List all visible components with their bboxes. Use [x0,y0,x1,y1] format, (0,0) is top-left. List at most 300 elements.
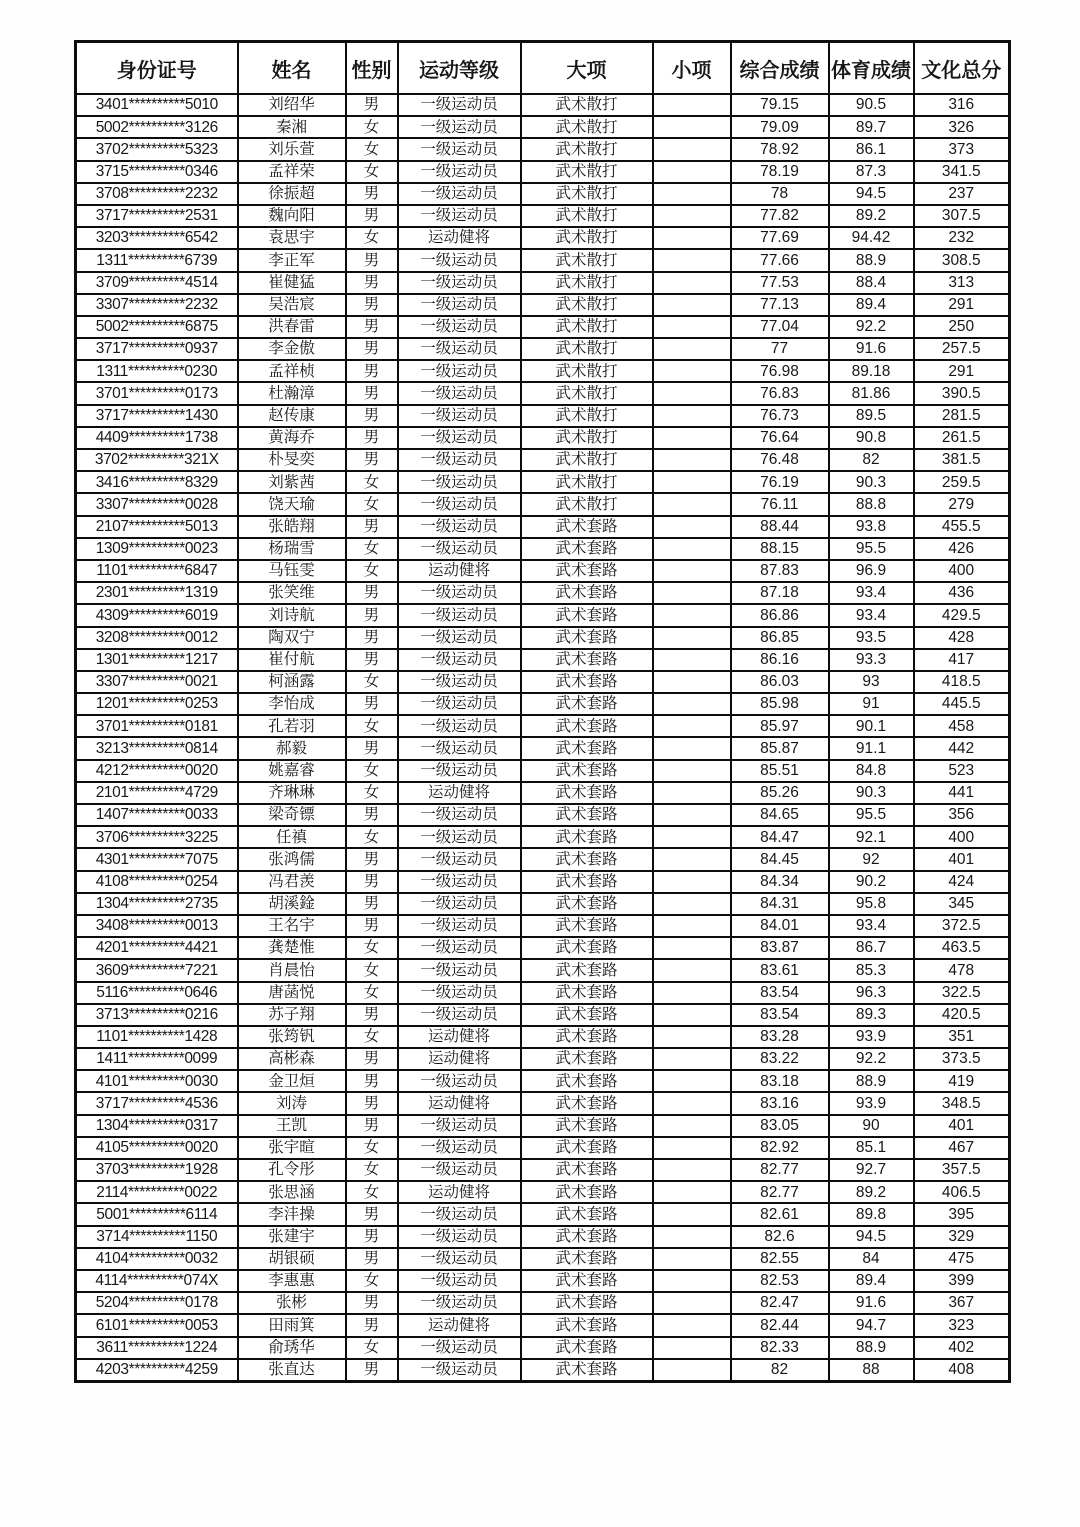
table-cell: 女 [346,1337,398,1359]
table-cell: 唐菡悦 [238,982,346,1004]
table-cell: 326 [914,116,1010,138]
table-cell: 89.8 [829,1203,914,1225]
table-cell [653,516,731,538]
table-cell: 257.5 [914,338,1010,360]
table-cell: 3706**********3225 [76,826,238,848]
table-cell: 一级运动员 [398,604,521,626]
table-row [76,1159,1010,1181]
table-cell: 90.5 [829,94,914,116]
table-cell: 77.69 [731,227,829,249]
table-cell: 83.16 [731,1092,829,1114]
table-cell: 张鸿儒 [238,848,346,870]
table-cell [653,627,731,649]
table-cell: 3611**********1224 [76,1337,238,1359]
table-cell: 90.3 [829,782,914,804]
table-row [76,1026,1010,1048]
table-cell: 一级运动员 [398,183,521,205]
table-cell: 5001**********6114 [76,1203,238,1225]
table-cell [653,1203,731,1225]
table-cell: 女 [346,1137,398,1159]
table-cell: 武术套路 [521,1026,653,1048]
table-cell [653,893,731,915]
table-cell: 一级运动员 [398,871,521,893]
table-row [76,316,1010,338]
table-cell: 3702**********5323 [76,138,238,160]
table-cell: 金卫烜 [238,1070,346,1092]
table-cell: 5204**********0178 [76,1292,238,1314]
table-cell: 87.3 [829,161,914,183]
table-cell: 4203**********4259 [76,1359,238,1382]
table-cell: 90.1 [829,715,914,737]
table-cell: 武术散打 [521,205,653,227]
table-cell: 女 [346,493,398,515]
table-cell: 运动健将 [398,227,521,249]
table-cell: 一级运动员 [398,1270,521,1292]
table-cell: 83.54 [731,982,829,1004]
table-cell: 男 [346,94,398,116]
table-cell: 76.64 [731,427,829,449]
table-cell: 3702**********321X [76,449,238,471]
table-row [76,1048,1010,1070]
table-cell: 93.4 [829,915,914,937]
table-cell: 1201**********0253 [76,693,238,715]
table-cell [653,161,731,183]
table-cell: 赵传康 [238,405,346,427]
table-cell: 88.9 [829,1337,914,1359]
table-cell: 张宇暄 [238,1137,346,1159]
table-cell: 84.8 [829,760,914,782]
table-cell: 85.51 [731,760,829,782]
table-cell [653,1115,731,1137]
table-cell: 武术套路 [521,1181,653,1203]
table-cell: 82.61 [731,1203,829,1225]
table-cell: 一级运动员 [398,1137,521,1159]
table-cell: 400 [914,560,1010,582]
table-cell: 4201**********4421 [76,937,238,959]
table-cell: 刘涛 [238,1092,346,1114]
table-cell: 男 [346,1004,398,1026]
table-cell: 武术套路 [521,1092,653,1114]
table-cell: 武术散打 [521,138,653,160]
table-cell: 武术套路 [521,760,653,782]
table-cell [653,338,731,360]
table-cell: 4301**********7075 [76,848,238,870]
table-cell: 女 [346,671,398,693]
table-cell: 91.1 [829,737,914,759]
table-cell: 88.9 [829,249,914,271]
table-cell: 3307**********0028 [76,493,238,515]
table-cell: 武术套路 [521,826,653,848]
table-row [76,138,1010,160]
table-cell: 85.98 [731,693,829,715]
table-cell: 88.44 [731,516,829,538]
table-cell: 3609**********7221 [76,959,238,981]
table-cell: 黄海乔 [238,427,346,449]
table-cell: 一级运动员 [398,94,521,116]
table-cell: 1304**********2735 [76,893,238,915]
table-cell: 武术套路 [521,804,653,826]
table-cell: 76.19 [731,471,829,493]
table-cell: 女 [346,982,398,1004]
table-row [76,893,1010,915]
table-cell: 291 [914,360,1010,382]
table-cell: 3717**********2531 [76,205,238,227]
table-cell [653,1159,731,1181]
table-cell: 武术套路 [521,671,653,693]
table-cell: 84.31 [731,893,829,915]
table-row [76,937,1010,959]
table-row [76,338,1010,360]
table-cell: 武术散打 [521,449,653,471]
table-cell: 田雨箕 [238,1314,346,1336]
table-cell: 381.5 [914,449,1010,471]
table-cell: 82.53 [731,1270,829,1292]
table-cell: 323 [914,1314,1010,1336]
table-cell: 88.15 [731,538,829,560]
table-row [76,1314,1010,1336]
table-cell: 4104**********0032 [76,1248,238,1270]
table-cell: 84.01 [731,915,829,937]
table-cell: 3717**********1430 [76,405,238,427]
table-cell: 92.2 [829,1048,914,1070]
table-row [76,693,1010,715]
table-row [76,227,1010,249]
table-cell: 2107**********5013 [76,516,238,538]
table-cell: 93.5 [829,627,914,649]
table-cell [653,405,731,427]
table-cell: 89.18 [829,360,914,382]
table-cell: 401 [914,848,1010,870]
table-cell [653,183,731,205]
table-cell: 马钰雯 [238,560,346,582]
table-cell: 82.55 [731,1248,829,1270]
table-cell: 523 [914,760,1010,782]
table-cell: 魏向阳 [238,205,346,227]
table-cell: 胡银硕 [238,1248,346,1270]
table-cell: 女 [346,560,398,582]
table-cell: 武术套路 [521,1115,653,1137]
table-cell: 一级运动员 [398,627,521,649]
table-cell: 武术套路 [521,1270,653,1292]
table-cell [653,94,731,116]
table-cell: 武术套路 [521,1048,653,1070]
table-cell: 一级运动员 [398,982,521,1004]
table-cell: 运动健将 [398,1048,521,1070]
table-cell [653,227,731,249]
table-cell: 5002**********3126 [76,116,238,138]
table-cell: 345 [914,893,1010,915]
table-row [76,804,1010,826]
table-cell: 308.5 [914,249,1010,271]
table-cell: 女 [346,782,398,804]
table-cell: 武术套路 [521,871,653,893]
table-cell: 467 [914,1137,1010,1159]
table-row [76,737,1010,759]
table-cell: 3709**********4514 [76,272,238,294]
table-cell: 82.92 [731,1137,829,1159]
table-cell: 王凯 [238,1115,346,1137]
table-cell: 1311**********6739 [76,249,238,271]
table-cell: 一级运动员 [398,937,521,959]
table-cell: 一级运动员 [398,405,521,427]
table-cell: 武术套路 [521,516,653,538]
table-cell: 91.6 [829,1292,914,1314]
table-cell: 一级运动员 [398,272,521,294]
table-cell: 83.05 [731,1115,829,1137]
table-cell: 姚嘉睿 [238,760,346,782]
table-cell: 男 [346,316,398,338]
table-cell: 女 [346,1270,398,1292]
table-cell: 武术套路 [521,560,653,582]
table-cell: 武术套路 [521,959,653,981]
table-cell: 任禛 [238,826,346,848]
table-cell [653,1226,731,1248]
table-cell: 一级运动员 [398,1070,521,1092]
table-cell [653,1248,731,1270]
table-cell: 93 [829,671,914,693]
table-cell: 一级运动员 [398,138,521,160]
table-cell: 一级运动员 [398,338,521,360]
table-cell: 261.5 [914,427,1010,449]
table-cell: 张笑维 [238,582,346,604]
table-cell: 79.09 [731,116,829,138]
table-cell: 一级运动员 [398,693,521,715]
table-cell [653,382,731,404]
table-cell: 崔付航 [238,649,346,671]
table-cell: 82 [829,449,914,471]
table-cell: 88.8 [829,493,914,515]
table-cell: 男 [346,627,398,649]
table-cell: 女 [346,138,398,160]
column-header: 综合成绩 [731,42,829,95]
table-cell: 408 [914,1359,1010,1382]
table-cell: 武术套路 [521,693,653,715]
table-cell: 一级运动员 [398,316,521,338]
table-cell: 3203**********6542 [76,227,238,249]
table-cell: 3717**********0937 [76,338,238,360]
table-cell [653,538,731,560]
table-row [76,848,1010,870]
table-cell: 83.61 [731,959,829,981]
table-cell: 85.87 [731,737,829,759]
table-cell: 一级运动员 [398,116,521,138]
table-cell: 武术套路 [521,737,653,759]
table-cell: 82.6 [731,1226,829,1248]
table-cell: 429.5 [914,604,1010,626]
table-row [76,760,1010,782]
table-row [76,582,1010,604]
table-row [76,826,1010,848]
table-cell: 武术套路 [521,893,653,915]
table-cell: 一级运动员 [398,671,521,693]
table-cell: 4309**********6019 [76,604,238,626]
table-cell: 男 [346,405,398,427]
table-cell: 401 [914,1115,1010,1137]
table-cell: 武术散打 [521,471,653,493]
table-cell: 4212**********0020 [76,760,238,782]
table-cell: 武术散打 [521,493,653,515]
table-cell: 刘绍华 [238,94,346,116]
table-cell: 458 [914,715,1010,737]
table-cell: 356 [914,804,1010,826]
table-cell: 崔健猛 [238,272,346,294]
table-cell: 一级运动员 [398,893,521,915]
table-cell: 82 [731,1359,829,1382]
table-cell: 武术散打 [521,94,653,116]
table-cell: 饶天瑜 [238,493,346,515]
table-cell: 武术套路 [521,715,653,737]
table-cell: 400 [914,826,1010,848]
column-header: 姓名 [238,42,346,95]
table-cell [653,1359,731,1382]
table-row [76,382,1010,404]
table-cell [653,760,731,782]
table-cell: 运动健将 [398,560,521,582]
table-cell: 372.5 [914,915,1010,937]
table-cell: 武术散打 [521,316,653,338]
table-cell: 82.77 [731,1181,829,1203]
table-cell: 390.5 [914,382,1010,404]
table-cell: 男 [346,382,398,404]
table-cell [653,205,731,227]
table-cell: 一级运动员 [398,538,521,560]
column-header: 小项 [653,42,731,95]
table-cell: 袁思宇 [238,227,346,249]
table-cell: 77.82 [731,205,829,227]
table-cell: 男 [346,848,398,870]
table-cell: 94.5 [829,183,914,205]
table-cell: 1407**********0033 [76,804,238,826]
table-cell: 男 [346,272,398,294]
table-cell: 张建宇 [238,1226,346,1248]
table-cell: 孟祥桢 [238,360,346,382]
table-cell: 武术套路 [521,782,653,804]
table-cell [653,1292,731,1314]
table-cell: 3717**********4536 [76,1092,238,1114]
table-row [76,671,1010,693]
table-cell: 一级运动员 [398,804,521,826]
table-cell: 93.8 [829,516,914,538]
table-cell: 女 [346,1159,398,1181]
table-cell: 李沣操 [238,1203,346,1225]
table-cell: 洪春雷 [238,316,346,338]
table-cell: 420.5 [914,1004,1010,1026]
table-cell: 463.5 [914,937,1010,959]
table-cell [653,782,731,804]
table-cell: 455.5 [914,516,1010,538]
table-cell: 90.8 [829,427,914,449]
table-cell: 孔若羽 [238,715,346,737]
table-cell: 93.4 [829,582,914,604]
table-cell: 418.5 [914,671,1010,693]
table-cell: 一级运动员 [398,915,521,937]
table-row [76,449,1010,471]
table-cell [653,249,731,271]
table-cell: 90.3 [829,471,914,493]
table-cell: 武术套路 [521,627,653,649]
table-row [76,294,1010,316]
table-row [76,782,1010,804]
table-row [76,272,1010,294]
table-cell [653,937,731,959]
table-cell: 男 [346,737,398,759]
table-cell: 3416**********8329 [76,471,238,493]
table-cell: 武术套路 [521,1248,653,1270]
table-row [76,715,1010,737]
table-cell: 武术散打 [521,427,653,449]
table-header [76,42,1010,95]
table-cell: 武术散打 [521,405,653,427]
table-cell: 3208**********0012 [76,627,238,649]
table-cell [653,915,731,937]
table-row [76,205,1010,227]
table-cell: 84.47 [731,826,829,848]
table-cell: 3715**********0346 [76,161,238,183]
table-cell: 92 [829,848,914,870]
table-cell: 男 [346,915,398,937]
table-row [76,649,1010,671]
table-cell: 男 [346,1048,398,1070]
table-cell: 307.5 [914,205,1010,227]
table-cell: 男 [346,1314,398,1336]
table-cell: 87.18 [731,582,829,604]
table-row [76,538,1010,560]
table-cell [653,1004,731,1026]
table-cell: 442 [914,737,1010,759]
table-cell: 83.18 [731,1070,829,1092]
table-cell: 89.3 [829,1004,914,1026]
table-cell: 4409**********1738 [76,427,238,449]
table-cell: 一级运动员 [398,493,521,515]
table-cell [653,316,731,338]
table-cell: 一级运动员 [398,649,521,671]
table-cell [653,582,731,604]
table-cell: 男 [346,604,398,626]
table-cell: 3701**********0181 [76,715,238,737]
table-cell: 一级运动员 [398,516,521,538]
table-cell [653,427,731,449]
table-cell [653,848,731,870]
table-cell: 武术散打 [521,227,653,249]
table-cell: 419 [914,1070,1010,1092]
table-cell: 高彬森 [238,1048,346,1070]
table-row [76,249,1010,271]
table-cell: 95.5 [829,804,914,826]
table-cell: 3307**********0021 [76,671,238,693]
table-cell: 373.5 [914,1048,1010,1070]
table-cell: 5116**********0646 [76,982,238,1004]
table-cell: 杨瑞雪 [238,538,346,560]
table-cell: 男 [346,1292,398,1314]
table-cell: 武术套路 [521,1004,653,1026]
table-cell: 张思涵 [238,1181,346,1203]
table-cell: 武术套路 [521,1203,653,1225]
table-cell: 76.98 [731,360,829,382]
table-cell: 武术散打 [521,249,653,271]
table-cell: 395 [914,1203,1010,1225]
table-row [76,982,1010,1004]
table-cell: 279 [914,493,1010,515]
table-cell: 运动健将 [398,1026,521,1048]
table-cell: 女 [346,116,398,138]
table-row [76,560,1010,582]
column-header: 身份证号 [76,42,238,95]
table-cell: 女 [346,715,398,737]
table-cell: 88.9 [829,1070,914,1092]
table-cell: 冯君羡 [238,871,346,893]
table-cell [653,1314,731,1336]
table-cell: 苏子翔 [238,1004,346,1026]
